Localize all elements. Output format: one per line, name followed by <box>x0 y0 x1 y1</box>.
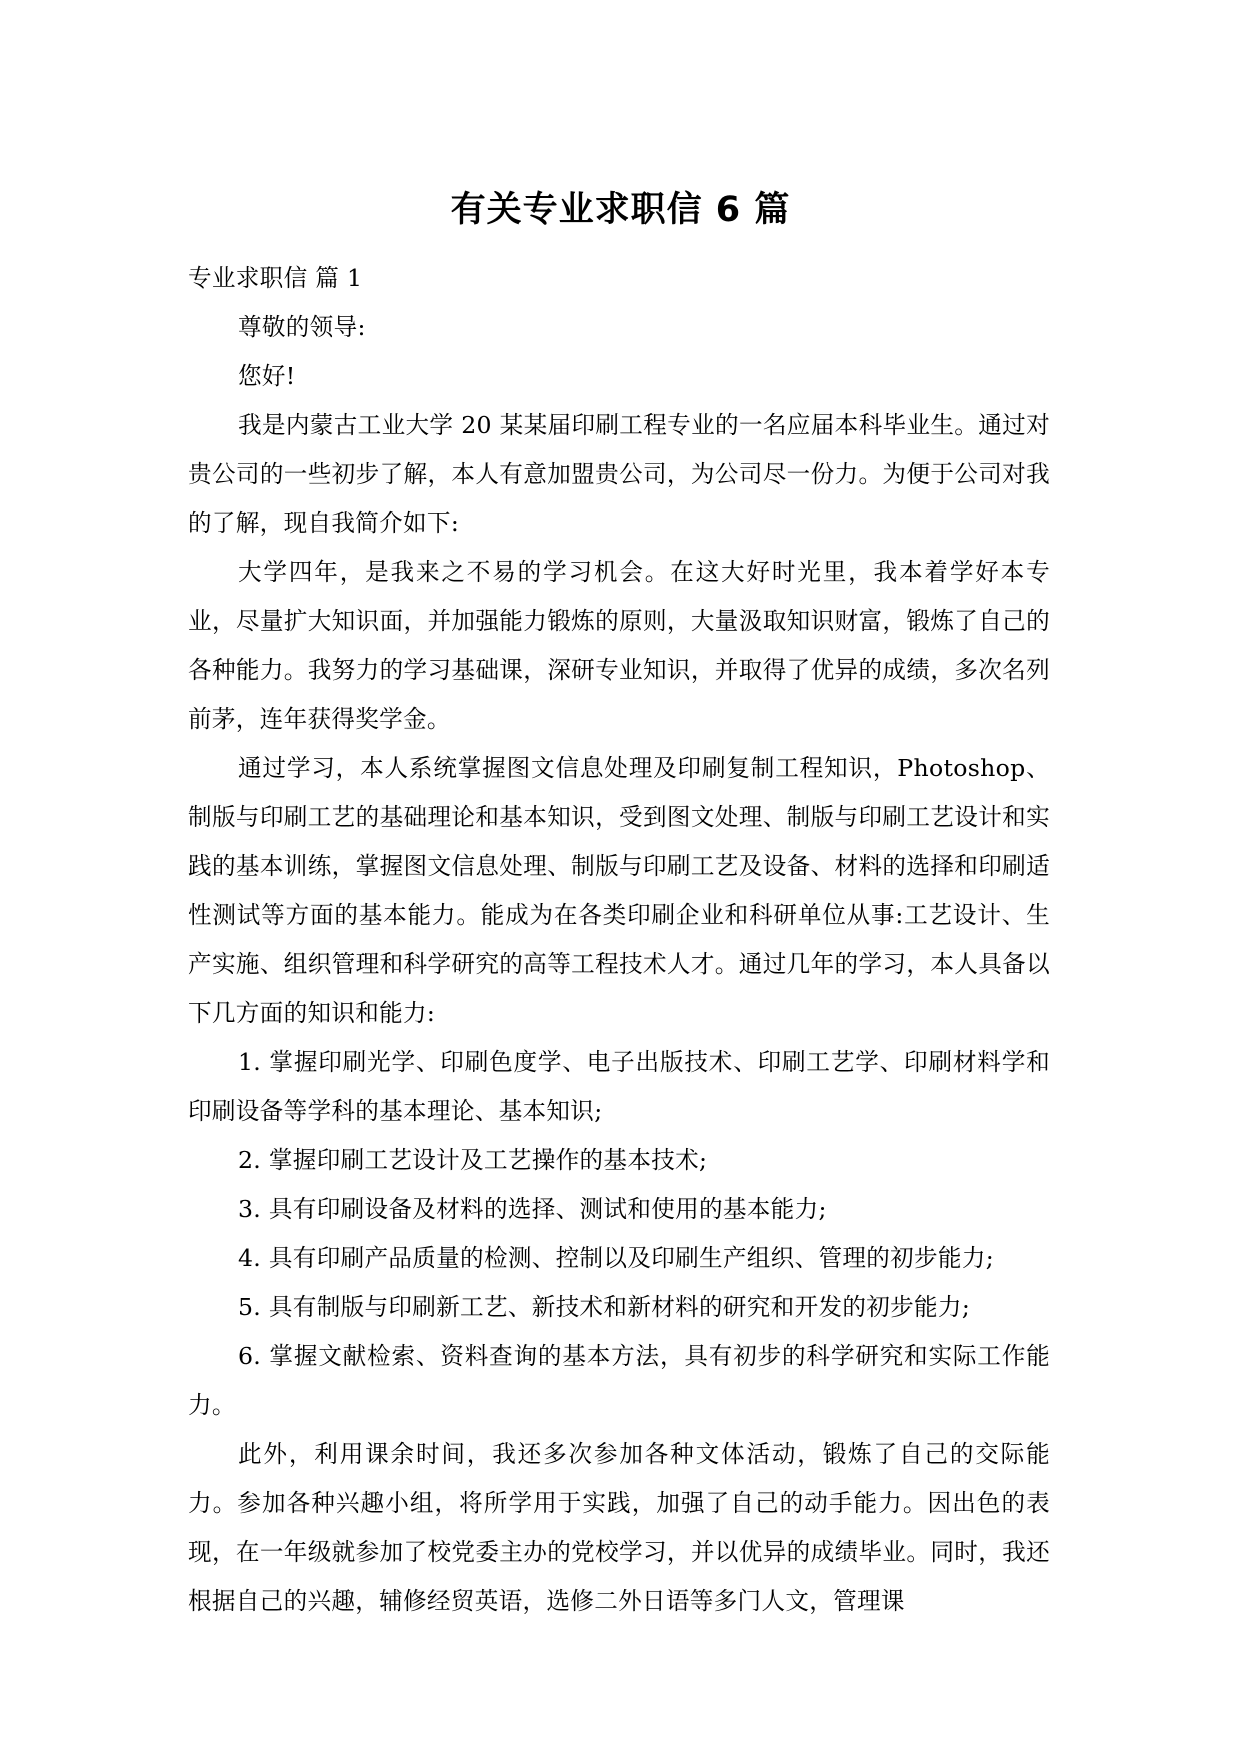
document-body <box>188 254 1050 1626</box>
greeting: 您好! <box>238 362 296 390</box>
paragraph-university: 大学四年，是我来之不易的学习机会。在这大好时光里，我本着学好本专业，尽量扩大知识面，并加强能力锻炼的原则，大量汲取知识财富，锻炼了自己的各种能力。我努力的学习基础课，深研专业知识，并取得了优异的成绩，多次名列前茅，连年获得奖学金。 <box>188 558 1050 733</box>
list-item: 5. 具有制版与印刷新工艺、新技术和新材料的研究和开发的初步能力; <box>238 1293 971 1321</box>
list-item: 3. 具有印刷设备及材料的选择、测试和使用的基本能力; <box>238 1195 827 1223</box>
list-item: 4. 具有印刷产品质量的检测、控制以及印刷生产组织、管理的初步能力; <box>238 1244 994 1272</box>
page-title: 有关专业求职信 6 篇 <box>450 190 791 230</box>
salutation: 尊敬的领导: <box>238 313 366 341</box>
section-heading: 专业求职信 篇 1 <box>188 264 363 292</box>
paragraph-skills: 通过学习，本人系统掌握图文信息处理及印刷复制工程知识，Photoshop、制版与印刷工艺的基础理论和基本知识，受到图文处理、制版与印刷工艺设计和实践的基本训练，掌握图文信息处理、制版与印刷工艺及设备、材料的选择和印刷适性测试等方面的基本能力。能成为在各类印刷企业和科研单位从事:工艺设计、生产实施、组织管理和科学研究的高等工程技术人才。通过几年的学习，本人具备以下几方面的知识和能力: <box>188 754 1050 1027</box>
list-item: 6. 掌握文献检索、资料查询的基本方法，具有初步的科学研究和实际工作能力。 <box>188 1342 1050 1419</box>
paragraph-activities: 此外，利用课余时间，我还多次参加各种文体活动，锻炼了自己的交际能力。参加各种兴趣小组，将所学用于实践，加强了自己的动手能力。因出色的表现，在一年级就参加了校党委主办的党校学习，并以优异的成绩毕业。同时，我还根据自己的兴趣，辅修经贸英语，选修二外日语等多门人文，管理课 <box>188 1440 1050 1615</box>
paragraph-intro: 我是内蒙古工业大学 20 某某届印刷工程专业的一名应届本科毕业生。通过对贵公司的一些初步了解，本人有意加盟贵公司，为公司尽一份力。为便于公司对我的了解，现自我简介如下: <box>188 411 1050 537</box>
list-item: 1. 掌握印刷光学、印刷色度学、电子出版技术、印刷工艺学、印刷材料学和印刷设备等学科的基本理论、基本知识; <box>188 1048 1050 1125</box>
list-item: 2. 掌握印刷工艺设计及工艺操作的基本技术; <box>238 1146 708 1174</box>
